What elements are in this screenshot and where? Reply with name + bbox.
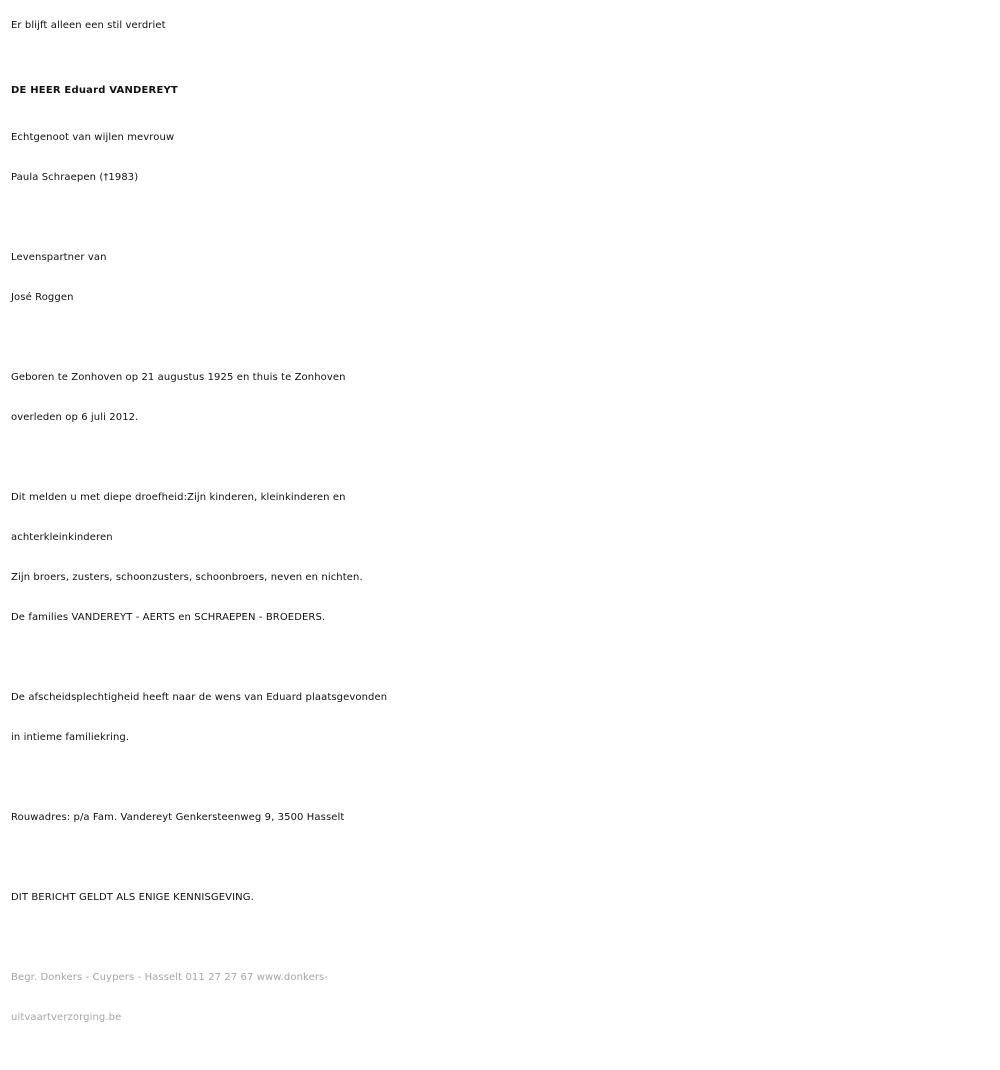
family-line-3: Zijn broers, zusters, schoonzusters, schoonbroers, neven en nichten.	[11, 572, 363, 583]
deceased-name-heading: DE HEER Eduard VANDEREYT	[11, 85, 178, 96]
family-line-4: De families VANDEREYT - AERTS en SCHRAEPEN - BROEDERS.	[11, 612, 326, 623]
spacer	[11, 438, 1000, 478]
spouse-line-2: Paula Schraepen (†1983)	[11, 172, 139, 183]
family-line-2: achterkleinkinderen	[11, 532, 113, 543]
birth-death-line-1: Geboren te Zonhoven op 21 augustus 1925 en thuis te Zonhoven	[11, 372, 346, 383]
funeral-home-footer-line-1: Begr. Donkers - Cuypers - Hasselt 011 27 27 67 www.donkers-	[11, 972, 329, 983]
family-line-1: Dit melden u met diepe droefheid:Zijn kinderen, kleinkinderen en	[11, 492, 346, 503]
partner-line-2: José Roggen	[11, 292, 74, 303]
spacer	[11, 918, 1000, 958]
notice-statement: DIT BERICHT GELDT ALS ENIGE KENNISGEVING.	[11, 892, 254, 903]
birth-death-line-2: overleden op 6 juli 2012.	[11, 412, 139, 423]
funeral-home-footer-line-2: uitvaartverzorging.be	[11, 1012, 122, 1023]
spacer	[11, 758, 1000, 798]
farewell-line-1: De afscheidsplechtigheid heeft naar de wens van Eduard plaatsgevonden	[11, 692, 388, 703]
farewell-line-2: in intieme familiekring.	[11, 732, 130, 743]
spacer	[11, 318, 1000, 358]
spacer	[11, 198, 1000, 238]
mourning-address: Rouwadres: p/a Fam. Vandereyt Genkersteenweg 9, 3500 Hasselt	[11, 812, 345, 823]
partner-line-1: Levenspartner van	[11, 252, 107, 263]
opening-line: Er blijft alleen een stil verdriet	[11, 20, 166, 31]
spouse-line-1: Echtgenoot van wijlen mevrouw	[11, 132, 175, 143]
spacer	[11, 838, 1000, 878]
spacer	[11, 638, 1000, 678]
